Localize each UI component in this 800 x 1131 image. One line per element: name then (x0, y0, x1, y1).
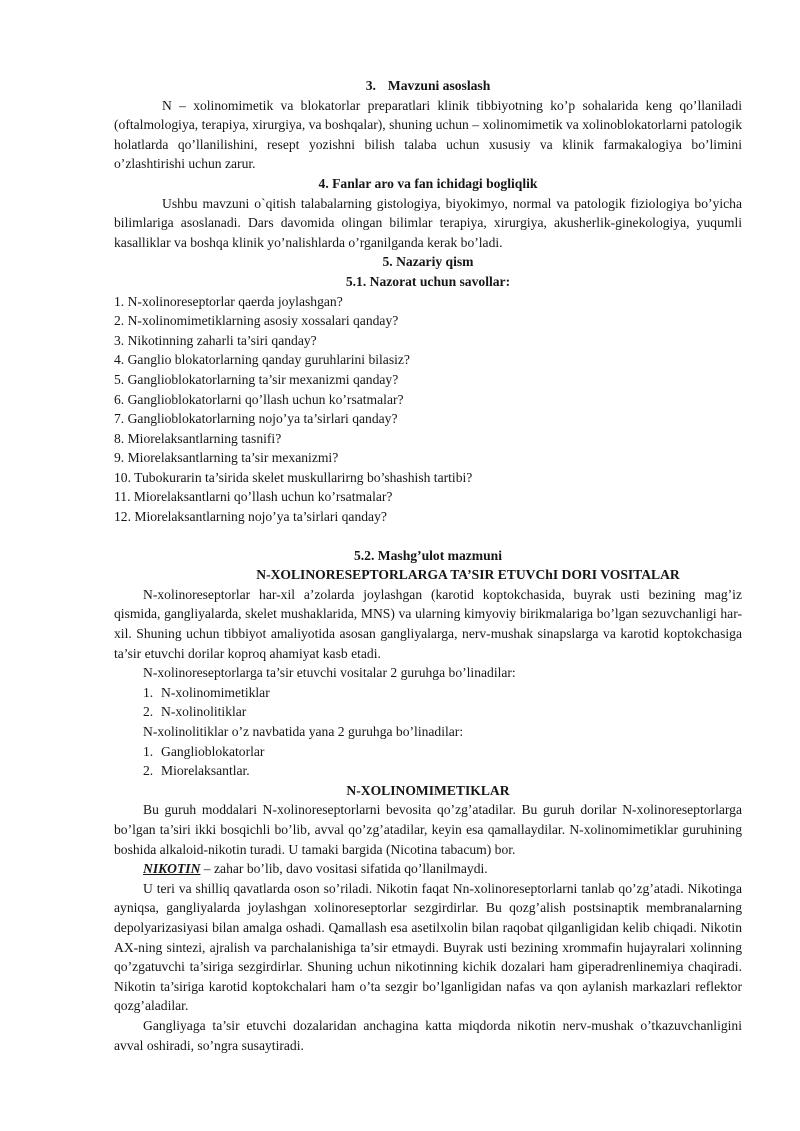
receptors-paragraph: N-xolinoreseptorlar har-xil a’zolarda joylashgan (karotid koptokchasida, buyrak usti bezining mag’iz qismida, gangliyalarda, skelet mushaklarida, MNS) va ularning kimyoviy birikmalariga bo’lgan sezuvchanligi har-xil. Shuning uchun tibbiyot amaliyotida asosan gangliyalarga, nerv-mushak sinapslarga va karotid koptokchasiga ta’sir etuvchi dorilar koproq ahamiyat kasb etadi. (114, 586, 742, 661)
section-3-paragraph: N – xolinomimetik va blokatorlar preparatlari klinik tibbiyotning ko’p sohalarida keng qo’llaniladi (oftalmologiya, terapiya, xirurgiya, va boshqalar), shuning uchun – xolinomimetik va xolinoblokatorlarni patologik holatlarda qo’llanilishini, resept yozishni bilish talaba uchun xususiy va klinik farmakalogiya bo’limini o’zlashtirishi uchun zarur. (114, 97, 742, 172)
list-item-text: N-xolinolitiklar (161, 704, 247, 720)
nxolinomimetiklar-heading: N-XOLINOMIMETIKLAR (346, 782, 510, 798)
nikotin-paragraph (114, 859, 742, 879)
question-item: 10. Tubokurarin ta’sirida skelet muskullarirng bo’shashish tartibi? (114, 469, 473, 485)
list-item (114, 761, 742, 781)
section-4-heading: 4. Fanlar aro va fan ichidagi bogliqlik (318, 175, 538, 191)
question-item: 4. Ganglio blokatorlarning qanday guruhlarini bilasiz? (114, 352, 410, 368)
section-4-paragraph: Ushbu mavzuni o`qitish talabalarning gistologiya, biyokimyo, normal va patologik fiziologiya bo’yicha bilimlariga asoslanadi. Dars davomida olingan bilimlar terapiya, xirurgiya, akusherlik-ginekologiya, yuqumli kasalliklar va boshqa klinik yo’nalishlarda o’rganilganda kerak bo’ladi. (114, 195, 742, 250)
list-item (114, 702, 742, 722)
section-3-title: Mavzuni asoslash (387, 78, 491, 93)
question-item: 6. Ganglioblokatorlarni qo’llash uchun ko’rsatmalar? (114, 391, 404, 407)
list-item-number: 2. (143, 704, 154, 720)
list-item-text: Miorelaksantlar. (161, 763, 250, 779)
section-3-heading (114, 76, 742, 96)
question-item: 3. Nikotinning zaharli ta’siri qanday? (114, 332, 317, 348)
question-item: 2. N-xolinomimetiklarning asosiy xossalari qanday? (114, 313, 399, 329)
question-item: 7. Ganglioblokatorlarning nojo’ya ta’sirlari qanday? (114, 411, 398, 427)
nikotin-definition: – zahar bo’lib, davo vositasi sifatida qo’llanilmaydi. (200, 861, 488, 877)
nxolinomimetiklar-paragraph-3: Gangliyaga ta’sir etuvchi dozalaridan anchagina katta miqdorda nikotin nerv-mushak o’tkazuvchanligini avval oshiradi, so’ngra susaytiradi. (114, 1017, 742, 1053)
question-item: 11. Miorelaksantlarni qo’llash uchun ko’rsatmalar? (114, 489, 393, 505)
section-5-1-heading: 5.1. Nazorat uchun savollar: (345, 273, 511, 289)
nxolinomimetiklar-paragraph-2: U teri va shilliq qavatlarda oson so’riladi. Nikotin faqat Nn-xolinoreseptorlarni tanlab qo’zg’atadi. Nikotinga ayniqsa, gangliyalarda joylashgan xolinoreseptorlar sezgirdirlar. Bu qozg’alish postsinaptik membranalarning depolyarizasiyasi bilan amalga oshadi. Qamallash esa asetilxolin bilan raqobat qilganligidan kelib chiqadi. Nikotin AX-ning sintezi, ajralish va parchalanishiga ta’sir etmaydi. Buyrak usti bezining xrommafin hujayralari xolinning qo’zgatuvchi ta’siriga sezgirdirlar. Shuning uchun nikotinning kichik dozalari ham giperadrenlinemiya chaqiradi. Nikotin ta’siriga karotid koptokchalari ham o’ta sezgir bo’lganligidan nafas va qon aylanish markazlari reflektor qozg’aladilar. (114, 880, 742, 1014)
control-questions-list (114, 292, 742, 527)
question-item: 5. Ganglioblokatorlarning ta’sir mexanizmi qanday? (114, 371, 399, 387)
list-item-text: N-xolinomimetiklar (161, 684, 270, 700)
nikotin-term: NIKOTIN (143, 861, 201, 877)
groups-paragraph: N-xolinoreseptorlarga ta’sir etuvchi vositalar 2 guruhga bo’linadilar: (143, 665, 516, 681)
question-item: 12. Miorelaksantlarning nojo’ya ta’sirlari qanday? (114, 509, 387, 525)
section-5-2-heading: 5.2. Mashg’ulot mazmuni (353, 547, 503, 563)
section-5-heading: 5. Nazariy qism (382, 254, 474, 270)
list-item-number: 1. (143, 684, 154, 700)
subgroups-paragraph: N-xolinolitiklar o’z navbatida yana 2 guruhga bo’linadilar: (143, 724, 464, 739)
list-item-number: 2. (143, 763, 154, 779)
list-item-text: Ganglioblokatorlar (161, 743, 265, 759)
list-item (114, 742, 742, 762)
list-item-number: 1. (143, 743, 154, 759)
section-3-number: 3. (365, 78, 376, 93)
question-item: 9. Miorelaksantlarning ta’sir mexanizmi? (114, 450, 339, 466)
list-item (114, 683, 742, 703)
question-item: 1. N-xolinoreseptorlar qaerda joylashgan? (114, 293, 343, 309)
nxolinomimetiklar-paragraph-1: Bu guruh moddalari N-xolinoreseptorlarni bevosita qo’zg’atadilar. Bu guruh dorilar N-xolinoreseptorlarga bo’lgan ta’siri ikki bosqichli bo’lib, avval qo’zg’atadilar, keyin esa qamallaydilar. N-xolinomimetiklar guruhining boshida alkaloid-nikotin turadi. U tamaki bargida (Nicotina tabacum) bor. (114, 802, 742, 857)
spacer (114, 527, 742, 546)
question-item: 8. Miorelaksantlarning tasnifi? (114, 430, 282, 446)
section-5-2-subheading: N-XOLINORESEPTORLARGA TA’SIR ETUVChI DORI VOSITALAR (256, 567, 680, 583)
